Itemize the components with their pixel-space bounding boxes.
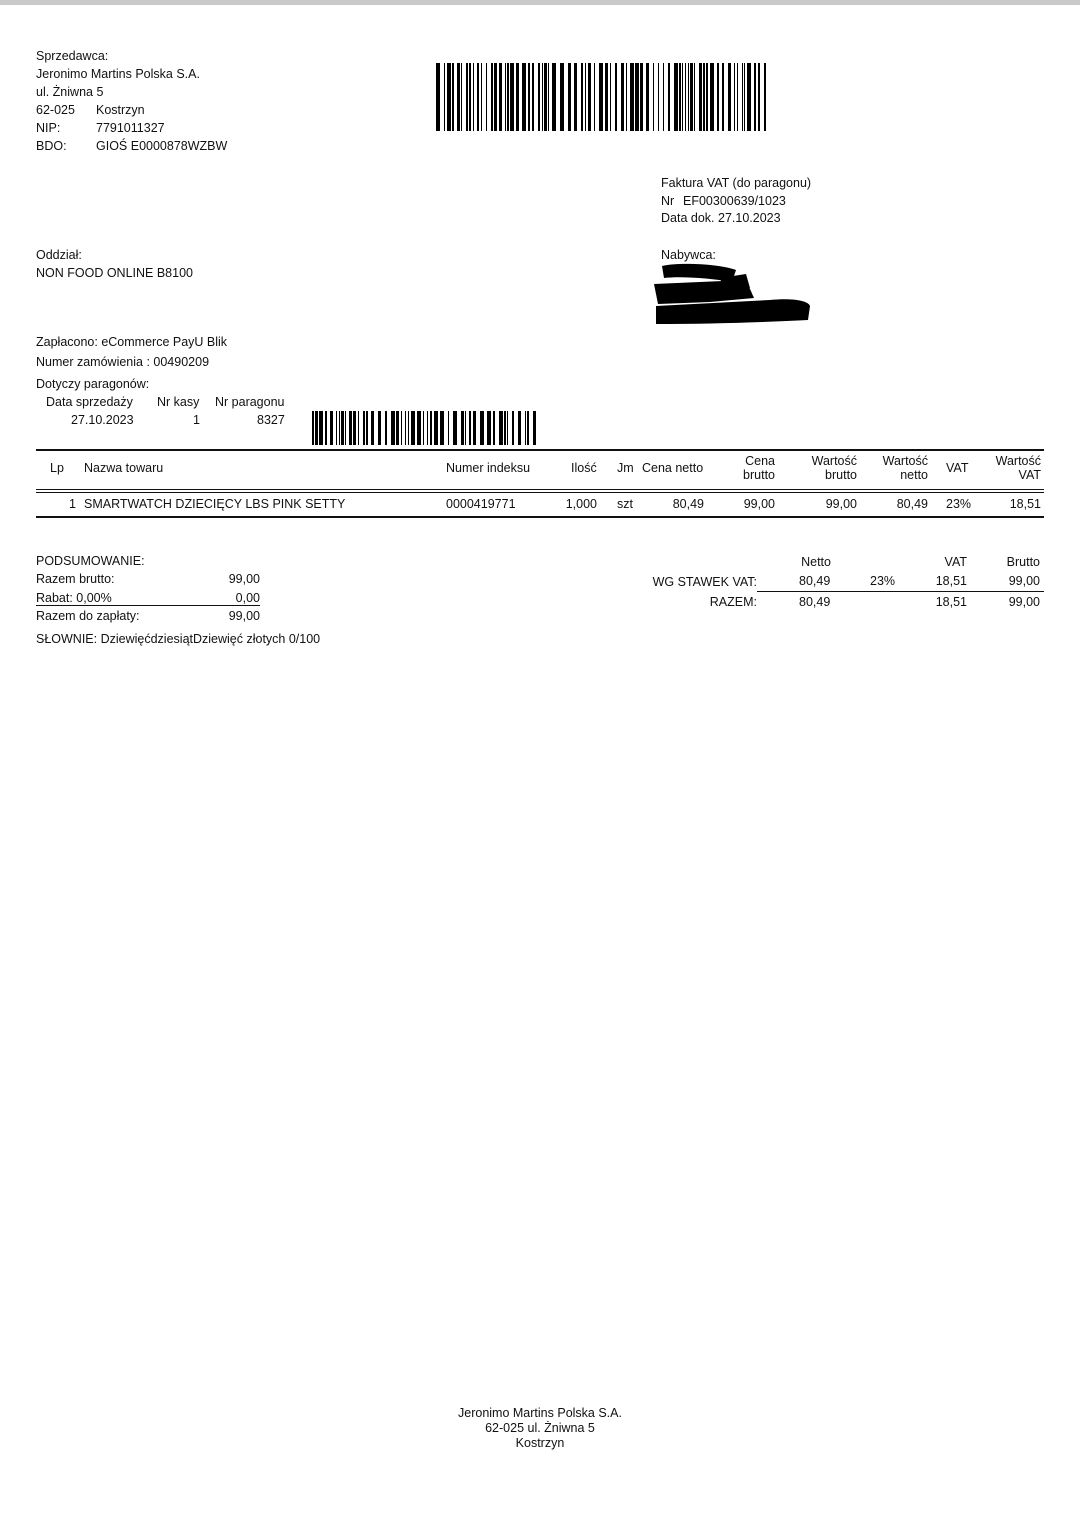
seller-city: Kostrzyn	[96, 103, 145, 117]
summary-to-pay-label: Razem do zapłaty:	[36, 609, 140, 623]
invoice-title: Faktura VAT (do paragonu)	[661, 176, 812, 190]
seller-nip-label: NIP:	[36, 121, 61, 135]
header-net-value	[868, 454, 928, 482]
header-net-value-line1: Wartość	[882, 454, 928, 468]
vat-rates-rate: 23%	[870, 574, 896, 588]
vat-header-net: Netto	[801, 555, 831, 569]
vat-header-vat: VAT	[944, 555, 967, 569]
seller-name: Jeronimo Martins Polska S.A.	[36, 67, 200, 81]
footer-company: Jeronimo Martins Polska S.A.	[458, 1406, 622, 1420]
branch-name: NON FOOD ONLINE B8100	[36, 266, 193, 280]
payment-method: Zapłacono: eCommerce PayU Blik	[36, 335, 228, 349]
invoice-number-label: Nr	[661, 194, 675, 208]
vat-rates-net: 80,49	[799, 574, 831, 588]
buyer-label: Nabywca:	[661, 248, 716, 262]
summary-discount: 0,00	[235, 591, 260, 605]
invoice-date-label: Data dok.	[661, 211, 715, 225]
seller-label: Sprzedawca:	[36, 49, 109, 63]
row-name: SMARTWATCH DZIECIĘCY LBS PINK SETTY	[84, 497, 346, 511]
invoice-number: EF00300639/1023	[683, 194, 786, 208]
receipts-label: Dotyczy paragonów:	[36, 377, 150, 391]
row-index: 0000419771	[446, 497, 516, 511]
vat-total-vat: 18,51	[935, 595, 967, 609]
row-net-price: 80,49	[672, 497, 704, 511]
vat-header-gross: Brutto	[1006, 555, 1040, 569]
header-gross-value	[797, 454, 857, 482]
vat-rates-vat: 18,51	[935, 574, 967, 588]
summary-gross-label: Razem brutto:	[36, 572, 115, 586]
seller-bdo-label: BDO:	[36, 139, 67, 153]
receipt-register: 1	[193, 413, 200, 427]
row-unit: szt	[617, 497, 633, 511]
header-vat-value	[980, 454, 1041, 482]
header-lp: Lp	[50, 461, 64, 475]
vat-total-gross: 99,00	[1008, 595, 1040, 609]
vat-summary-rule	[757, 591, 1044, 592]
top-border	[0, 0, 1080, 5]
table-bottom-rule	[36, 516, 1044, 518]
row-lp: 1	[69, 497, 76, 511]
header-name: Nazwa towaru	[84, 461, 164, 475]
summary-title: PODSUMOWANIE:	[36, 554, 145, 568]
summary-discount-label: Rabat: 0,00%	[36, 591, 112, 605]
header-net-price: Cena netto	[642, 461, 704, 475]
receipt-header-date: Data sprzedaży	[46, 395, 133, 409]
vat-rates-gross: 99,00	[1008, 574, 1040, 588]
row-gross-price: 99,00	[743, 497, 775, 511]
receipt-header-register: Nr kasy	[157, 395, 200, 409]
summary-in-words: SŁOWNIE: DziewięćdziesiątDziewięć złotych 0/100	[36, 632, 321, 646]
seller-nip: 7791011327	[96, 121, 165, 135]
table-top-rule	[36, 449, 1044, 451]
seller-street: ul. Żniwna 5	[36, 85, 104, 99]
seller-bdo: GIOŚ E0000878WZBW	[96, 139, 228, 153]
header-gross-value-line2: brutto	[825, 468, 857, 482]
summary-gross: 99,00	[228, 572, 260, 586]
vat-total-net: 80,49	[799, 595, 831, 609]
header-qty: Ilość	[571, 461, 597, 475]
header-vat-value-line2: VAT	[1018, 468, 1041, 482]
row-vat: 23%	[946, 497, 972, 511]
invoice-barcode	[436, 63, 766, 131]
header-net-value-line2: netto	[900, 468, 928, 482]
summary-rule	[36, 605, 260, 606]
header-gross-price-line1: Cena	[745, 454, 775, 468]
receipt-date: 27.10.2023	[71, 413, 134, 427]
header-index: Numer indeksu	[446, 461, 531, 475]
row-vat-value: 18,51	[1009, 497, 1041, 511]
receipt-barcode	[312, 411, 537, 445]
footer-city: Kostrzyn	[515, 1436, 565, 1450]
seller-postal-code: 62-025	[36, 103, 75, 117]
receipt-number: 8327	[257, 413, 285, 427]
header-vat: VAT	[946, 461, 969, 475]
header-unit: Jm	[617, 461, 634, 475]
footer-address: 62-025 ul. Żniwna 5	[485, 1421, 595, 1435]
order-number: Numer zamówienia : 00490209	[36, 355, 210, 369]
invoice-date: 27.10.2023	[718, 211, 781, 225]
header-vat-value-line1: Wartość	[995, 454, 1041, 468]
branch-label: Oddział:	[36, 248, 82, 262]
vat-total-label: RAZEM:	[709, 595, 757, 609]
table-header-rule-1	[36, 489, 1044, 490]
row-net-value: 80,49	[896, 497, 928, 511]
receipt-header-number: Nr paragonu	[215, 395, 285, 409]
header-gross-value-line1: Wartość	[811, 454, 857, 468]
summary-to-pay: 99,00	[228, 609, 260, 623]
row-qty: 1,000	[565, 497, 597, 511]
header-gross-price	[715, 454, 775, 482]
buyer-redaction	[650, 260, 820, 333]
table-header-rule-2	[36, 492, 1044, 493]
header-gross-price-line2: brutto	[743, 468, 775, 482]
vat-rates-label: WG STAWEK VAT:	[652, 575, 757, 589]
row-gross-value: 99,00	[825, 497, 857, 511]
